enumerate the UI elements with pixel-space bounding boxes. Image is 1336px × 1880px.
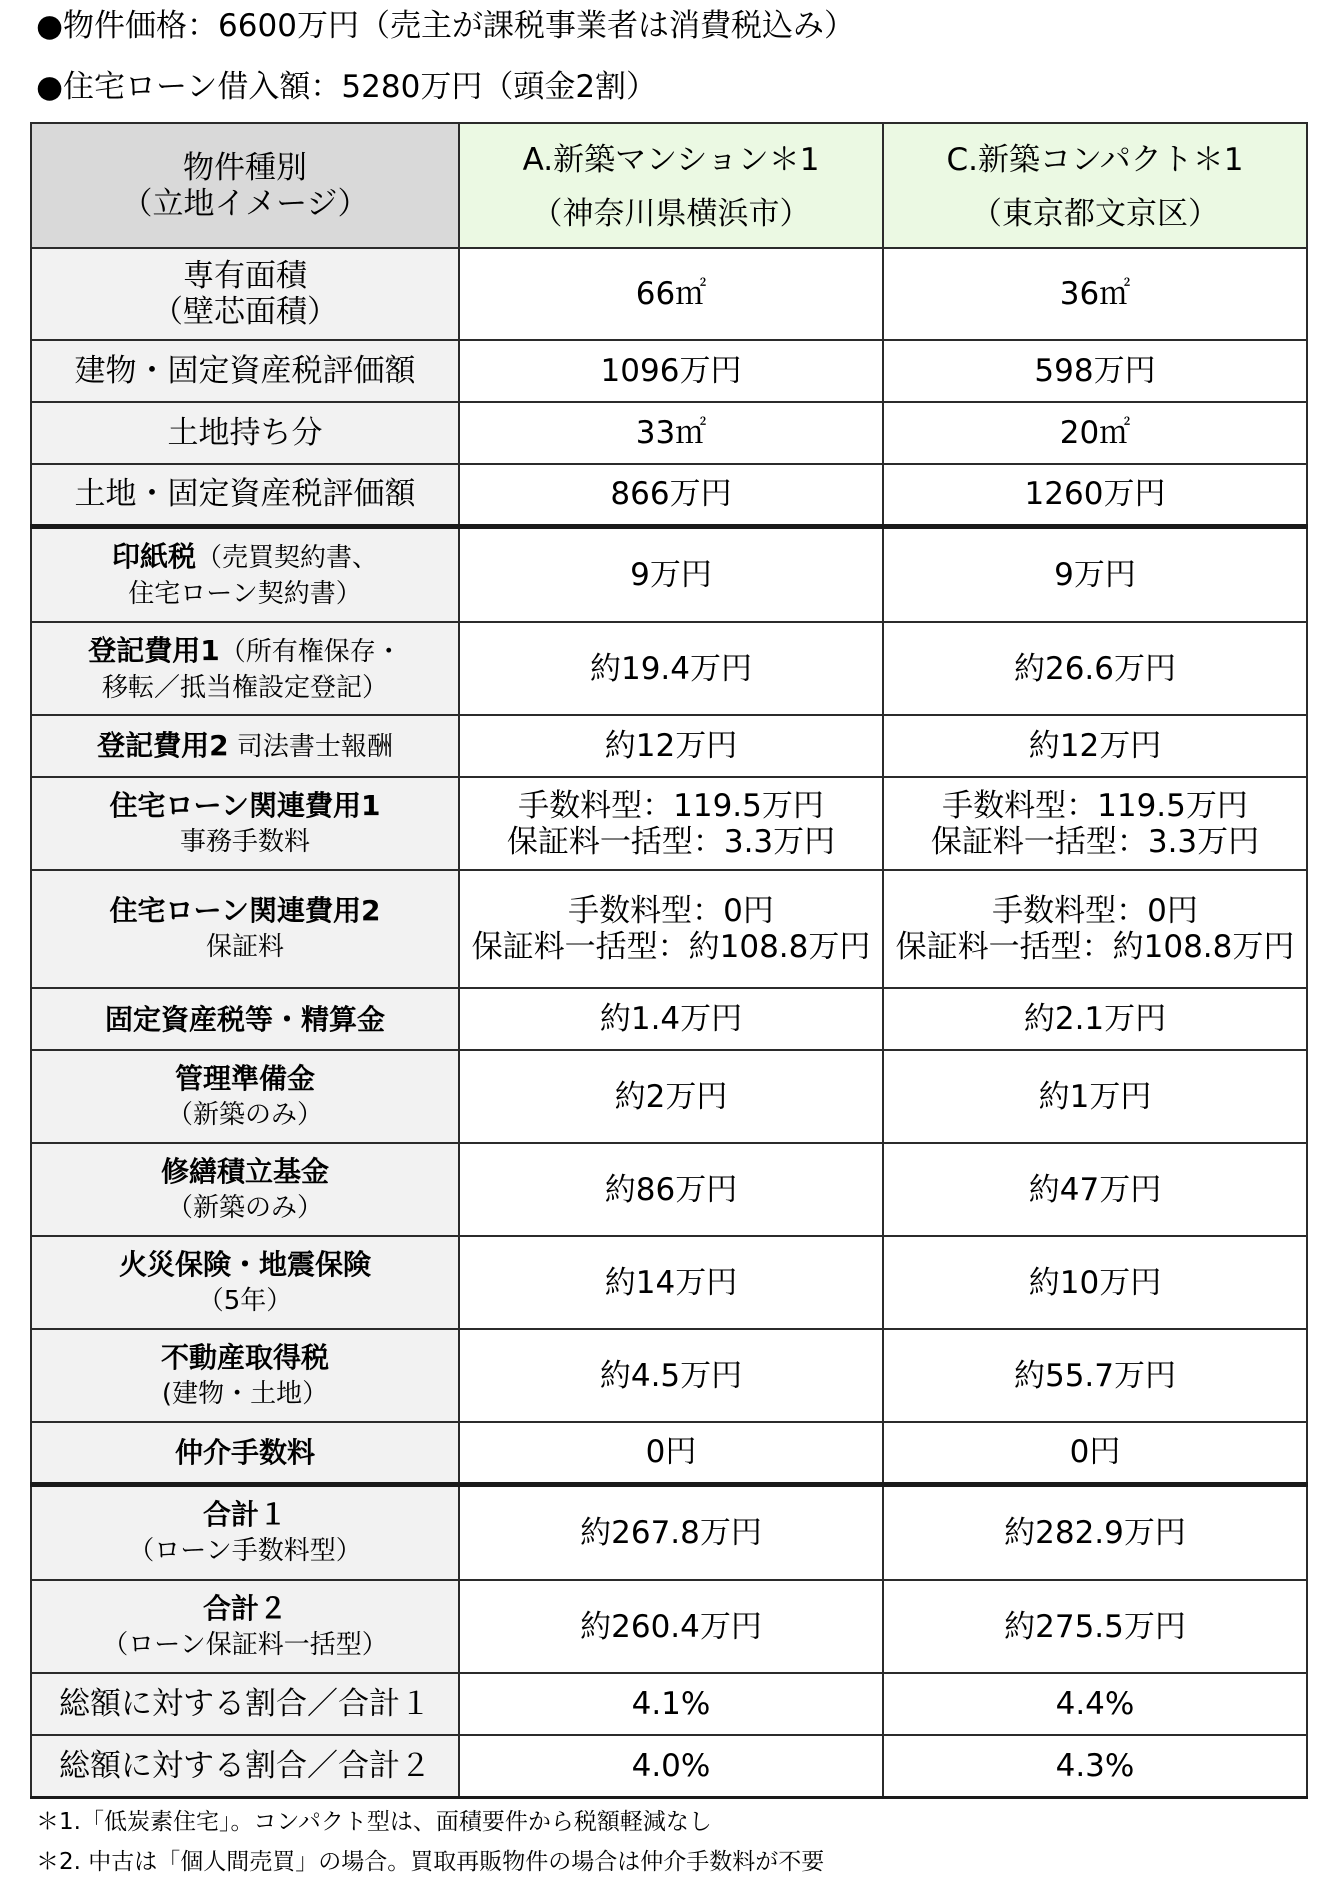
table-row: [31, 1236, 1307, 1329]
row-label: 総額に対する割合／合計２: [31, 1735, 459, 1797]
value-a: 手数料型：119.5万円 保証料一括型：3.3万円: [459, 777, 883, 870]
row-label: 火災保険・地震保険 （5年）: [31, 1236, 459, 1329]
value-c: 約12万円: [883, 715, 1307, 777]
table-row: [31, 1484, 1307, 1580]
property-a-name: A.新築マンション＊1: [522, 141, 820, 178]
row-label: 不動産取得税 (建物・土地）: [31, 1329, 459, 1422]
value-a: 約4.5万円: [459, 1329, 883, 1422]
value-c: 手数料型：0円 保証料一括型：約108.8万円: [883, 870, 1307, 988]
table-row: [31, 464, 1307, 526]
row-label: 合計２ （ローン保証料一括型）: [31, 1580, 459, 1673]
row-label: 登記費用2 司法書士報酬: [31, 715, 459, 777]
value-c: 4.3%: [883, 1735, 1307, 1797]
row-label: 仲介手数料: [31, 1422, 459, 1484]
table-row: [31, 340, 1307, 402]
row-label: 建物・固定資産税評価額: [31, 340, 459, 402]
value-c: 約10万円: [883, 1236, 1307, 1329]
table-row: [31, 622, 1307, 715]
value-a: 約260.4万円: [459, 1580, 883, 1673]
loan-bullet: ●住宅ローン借入額：5280万円（頭金2割）: [36, 69, 658, 105]
row-label: 土地・固定資産税評価額: [31, 464, 459, 526]
header-row: [31, 123, 1307, 248]
header-label-cell: [31, 123, 459, 248]
value-a: 約14万円: [459, 1236, 883, 1329]
property-c-name: C.新築コンパクト＊1: [946, 141, 1244, 178]
cost-comparison-table: [30, 122, 1308, 1799]
value-c: 4.4%: [883, 1673, 1307, 1735]
value-c: 1260万円: [883, 464, 1307, 526]
value-c: 約2.1万円: [883, 988, 1307, 1050]
value-a: 約1.4万円: [459, 988, 883, 1050]
table-row: [31, 402, 1307, 464]
value-c: 598万円: [883, 340, 1307, 402]
value-a: 66㎡: [459, 248, 883, 340]
table-row: [31, 870, 1307, 988]
value-c: 約47万円: [883, 1143, 1307, 1236]
row-label: 土地持ち分: [31, 402, 459, 464]
value-a: 866万円: [459, 464, 883, 526]
value-a: 約12万円: [459, 715, 883, 777]
value-c: 0円: [883, 1422, 1307, 1484]
value-c: 9万円: [883, 526, 1307, 622]
row-label: 住宅ローン関連費用2 保証料: [31, 870, 459, 988]
table-row: [31, 1580, 1307, 1673]
row-label: 合計１ （ローン手数料型）: [31, 1484, 459, 1580]
header-label-line1: 物件種別: [183, 149, 307, 186]
value-c: 約275.5万円: [883, 1580, 1307, 1673]
row-label: 固定資産税等・精算金: [31, 988, 459, 1050]
property-a-location: （神奈川県横浜市）: [531, 195, 811, 232]
table-row: [31, 526, 1307, 622]
row-label: 登記費用1（所有権保存・ 移転／抵当権設定登記）: [31, 622, 459, 715]
value-a: 約86万円: [459, 1143, 883, 1236]
value-a: 手数料型：0円 保証料一括型：約108.8万円: [459, 870, 883, 988]
value-a: 33㎡: [459, 402, 883, 464]
row-label: 印紙税（売買契約書、 住宅ローン契約書）: [31, 526, 459, 622]
row-label: 住宅ローン関連費用1 事務手数料: [31, 777, 459, 870]
value-c: 36㎡: [883, 248, 1307, 340]
value-c: 約55.7万円: [883, 1329, 1307, 1422]
price-bullet: ●物件価格：6600万円（売主が課税事業者は消費税込み）: [36, 8, 855, 44]
header-property-c: [883, 123, 1307, 248]
footnote-1: ＊1.「低炭素住宅」。コンパクト型は、面積要件から税額軽減なし: [36, 1809, 712, 1835]
value-a: 4.0%: [459, 1735, 883, 1797]
table-row: [31, 988, 1307, 1050]
value-c: 約1万円: [883, 1050, 1307, 1143]
table-row: [31, 1673, 1307, 1735]
value-c: 手数料型：119.5万円 保証料一括型：3.3万円: [883, 777, 1307, 870]
table-row: [31, 715, 1307, 777]
value-c: 約26.6万円: [883, 622, 1307, 715]
value-c: 20㎡: [883, 402, 1307, 464]
table-row: [31, 1422, 1307, 1484]
value-a: 1096万円: [459, 340, 883, 402]
value-a: 約19.4万円: [459, 622, 883, 715]
row-label: 専有面積 （壁芯面積）: [31, 248, 459, 340]
property-c-location: （東京都文京区）: [971, 195, 1219, 232]
footnote-2: ＊2. 中古は「個人間売買」の場合。買取再販物件の場合は仲介手数料が不要: [36, 1849, 825, 1875]
value-a: 約267.8万円: [459, 1484, 883, 1580]
header-label-line2: （立地イメージ）: [121, 185, 369, 222]
value-a: 4.1%: [459, 1673, 883, 1735]
value-a: 0円: [459, 1422, 883, 1484]
table-row: [31, 777, 1307, 870]
table-row: [31, 1735, 1307, 1797]
value-a: 約2万円: [459, 1050, 883, 1143]
row-label: 総額に対する割合／合計１: [31, 1673, 459, 1735]
row-label: 管理準備金 （新築のみ）: [31, 1050, 459, 1143]
table-row: [31, 248, 1307, 340]
table-row: [31, 1143, 1307, 1236]
header-property-a: [459, 123, 883, 248]
table-row: [31, 1050, 1307, 1143]
value-c: 約282.9万円: [883, 1484, 1307, 1580]
row-label: 修繕積立基金 （新築のみ）: [31, 1143, 459, 1236]
table-row: [31, 1329, 1307, 1422]
value-a: 9万円: [459, 526, 883, 622]
